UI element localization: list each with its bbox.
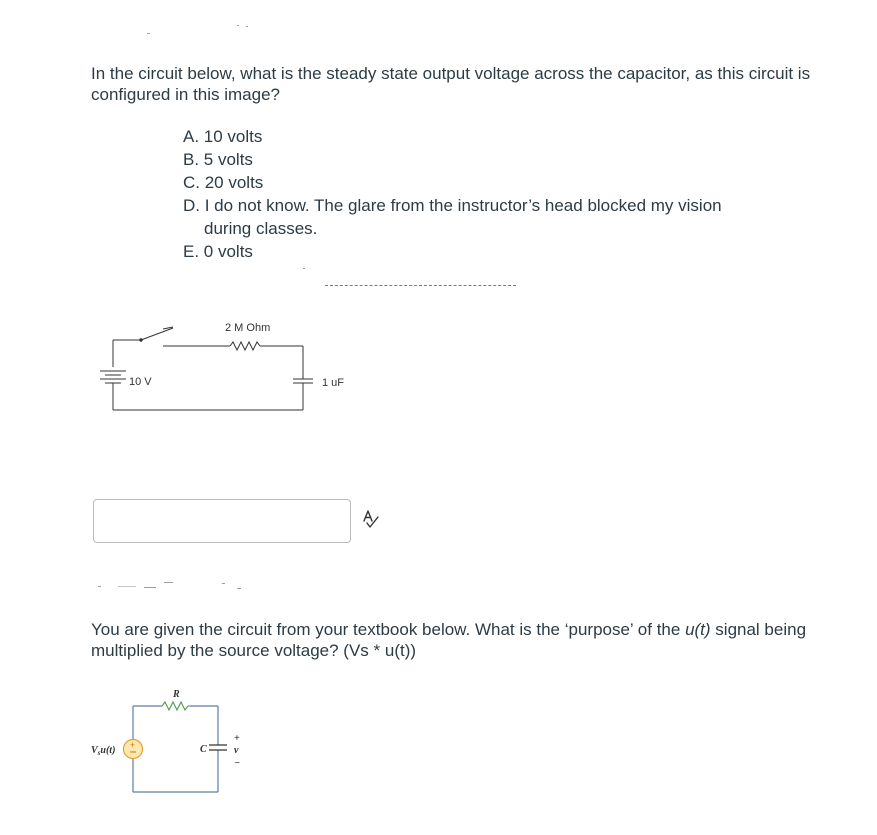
spellcheck-icon[interactable] (361, 509, 381, 529)
minus-label: − (234, 758, 241, 769)
question-1-text: In the circuit below, what is the steady state output voltage across the capacitor, as this circuit is configured in this image? (91, 64, 811, 104)
option-e: E. 0 volts (183, 242, 253, 261)
v-label: v (234, 745, 239, 756)
speck (164, 582, 173, 583)
speck (98, 586, 101, 587)
capacitor-c-label: C (200, 744, 207, 755)
source-ut: u(t) (100, 745, 116, 756)
dashed-separator (325, 285, 516, 286)
source-label (91, 745, 115, 757)
question-2-italic-term: u(t) (685, 620, 711, 639)
plus-label: + (234, 733, 240, 744)
speck (144, 587, 156, 588)
capacitor-label: 1 uF (322, 377, 345, 389)
speck (222, 583, 225, 584)
top-speck (147, 33, 150, 34)
speck (237, 588, 241, 589)
rc-circuit-diagram (85, 310, 385, 420)
option-a: A. 10 volts (183, 127, 263, 146)
option-b: B. 5 volts (183, 150, 253, 169)
question-2-text-part: You are given the circuit from your textbook below. What is the ‘purpose’ of the (91, 620, 686, 639)
resistor-2m (230, 342, 260, 350)
top-speck (246, 26, 248, 27)
question-2-text (91, 619, 821, 661)
source-subscript: s (97, 749, 101, 757)
source-plus-sign: + (130, 740, 136, 750)
top-speck (237, 25, 239, 26)
resistor-r (162, 702, 190, 710)
option-d-continuation: during classes. (204, 219, 318, 238)
source-v: V (91, 745, 98, 756)
answer-input[interactable] (93, 499, 351, 543)
option-c: C. 20 volts (183, 173, 264, 192)
switch-blade (141, 328, 173, 340)
resistor-r-label: R (173, 689, 180, 700)
speck (118, 586, 136, 587)
option-d: D. I do not know. The glare from the instructor’s head blocked my vision (183, 196, 722, 215)
textbook-rc-circuit (90, 686, 260, 801)
answer-options-list (183, 125, 823, 263)
question-2-text-part: signal being multiplied by the source voltage? (Vs * u(t)) (91, 620, 807, 660)
speck (303, 268, 305, 269)
source-label: 10 V (129, 376, 152, 388)
resistor-label: 2 M Ohm (225, 322, 271, 334)
